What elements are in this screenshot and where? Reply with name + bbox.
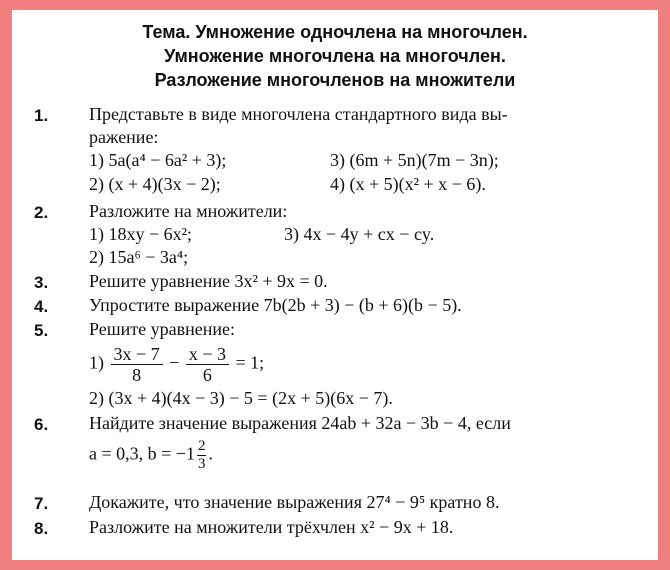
task-6-fraction	[197, 438, 207, 473]
task-1-number: 1.	[34, 106, 49, 125]
task-5-fraction-1-denominator: 8	[132, 365, 142, 385]
topic-title-line-1: Тема. Умножение одночлена на многочлен.	[142, 22, 528, 42]
task-5-number: 5.	[34, 321, 49, 340]
task-2-item-3: 3) 4x − 4y + cx − cy.	[284, 224, 435, 244]
task-6-condition	[89, 438, 213, 473]
task-5-item-1-tail: = 1;	[235, 352, 265, 373]
task-1-item-3: 3) (6m + 5n)(7m − 3n);	[330, 150, 499, 170]
task-1-item-4: 4) (x + 5)(x² + x − 6).	[330, 174, 486, 194]
task-5-fraction-2	[186, 344, 229, 385]
task-5-item-1-prefix: 1)	[89, 352, 104, 373]
task-5-text: Решите уравнение:	[89, 319, 235, 339]
task-7-text: Докажите, что значение выражения 27⁴ − 9⁵ кратно 8.	[89, 492, 500, 512]
task-6-fraction-denominator: 3	[197, 456, 206, 472]
task-2-item-1: 1) 18xy − 6x²;	[89, 224, 193, 244]
task-5-fraction-1-numerator: 3x − 7	[111, 344, 163, 365]
task-4-text: Упростите выражение 7b(2b + 3) − (b + 6)(b − 5).	[89, 295, 462, 315]
topic-title-line-2: Умножение многочлена на многочлен.	[164, 46, 506, 66]
worksheet	[12, 10, 658, 560]
task-1-item-2: 2) (x + 4)(3x − 2);	[89, 174, 221, 194]
task-7-number: 7.	[34, 494, 49, 513]
task-3-text: Решите уравнение 3x² + 9x = 0.	[89, 271, 328, 291]
task-8-text: Разложите на множители трёхчлен x² − 9x + 18.	[89, 517, 454, 537]
task-1-text-cont: ражение:	[89, 127, 159, 147]
task-5-fraction-1	[111, 344, 163, 385]
task-6-condition-tail: .	[208, 443, 213, 464]
task-5-minus: −	[169, 352, 180, 373]
task-5-item-1	[89, 344, 264, 385]
task-5-item-2: 2) (3x + 4)(4x − 3) − 5 = (2x + 5)(6x − 7).	[89, 388, 393, 408]
task-3-number: 3.	[34, 273, 49, 292]
task-1-item-1: 1) 5a(a⁴ − 6a² + 3);	[89, 150, 227, 170]
topic-title-line-3: Разложение многочленов на множители	[154, 70, 516, 90]
task-8-number: 8.	[34, 519, 49, 538]
task-5-fraction-2-numerator: x − 3	[186, 344, 229, 365]
task-6-condition-prefix: a = 0,3, b = −1	[89, 443, 195, 464]
task-2-text: Разложите на множители:	[89, 201, 288, 221]
task-2-number: 2.	[34, 203, 49, 222]
task-6-text: Найдите значение выражения 24ab + 32a − 3b − 4, если	[89, 413, 511, 433]
task-2-item-2: 2) 15a⁶ − 3a⁴;	[89, 247, 189, 267]
task-6-number: 6.	[34, 415, 49, 434]
task-4-number: 4.	[34, 297, 49, 316]
task-1-text: Представьте в виде многочлена стандартного вида вы-	[89, 104, 508, 124]
task-5-fraction-2-denominator: 6	[202, 365, 212, 385]
task-6-fraction-numerator: 2	[197, 438, 206, 454]
